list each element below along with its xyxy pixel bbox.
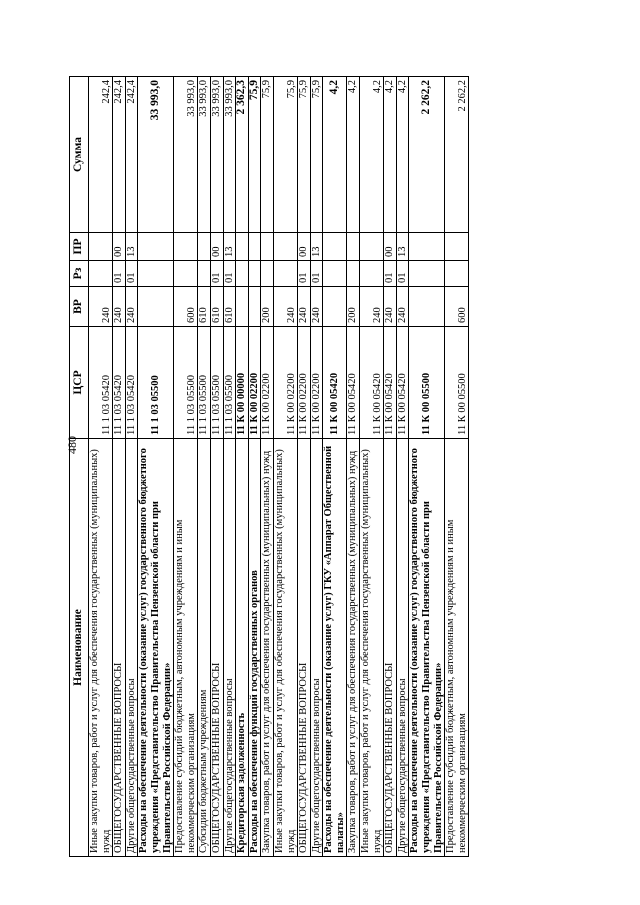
table-row (138, 77, 174, 857)
cell-rz (89, 261, 113, 287)
cell-sum: 75,9 (310, 77, 323, 233)
cell-rz: 01 (125, 261, 138, 287)
cell-pr (138, 233, 174, 261)
cell-csr: 11 1 03 05500 (210, 327, 223, 439)
cell-sum: 75,9 (298, 77, 311, 233)
cell-name: ОБЩЕГОСУДАРСТВЕННЫЕ ВОПРОСЫ (210, 439, 223, 857)
table-row (210, 77, 223, 857)
cell-pr (360, 233, 384, 261)
cell-rz: 01 (210, 261, 223, 287)
header-sum: Сумма (70, 77, 89, 233)
cell-name: Расходы на обеспечение функций государственных органов (248, 439, 261, 857)
cell-sum: 2 362,3 (236, 77, 249, 233)
cell-vr: 610 (223, 287, 236, 327)
table-row (323, 77, 347, 857)
cell-sum: 75,9 (248, 77, 261, 233)
cell-pr (347, 233, 360, 261)
cell-name: Другие общегосударственные вопросы (310, 439, 323, 857)
cell-vr: 600 (445, 287, 469, 327)
cell-pr (174, 233, 198, 261)
cell-name: Иные закупки товаров, работ и услуг для обеспечения государственных (муниципальных) нужд (89, 439, 113, 857)
table-row (236, 77, 249, 857)
cell-pr (89, 233, 113, 261)
header-csr: ЦСР (70, 327, 89, 439)
header-name: Наименование (70, 439, 89, 857)
cell-vr: 200 (261, 287, 274, 327)
cell-vr: 240 (310, 287, 323, 327)
cell-csr: 11 К 00 05500 (409, 327, 445, 439)
cell-sum: 33 993,0 (210, 77, 223, 233)
cell-vr: 240 (360, 287, 384, 327)
cell-pr (236, 233, 249, 261)
cell-name: Иные закупки товаров, работ и услуг для обеспечения государственных (муниципальных) нужд (360, 439, 384, 857)
cell-csr: 11 1 03 05420 (113, 327, 126, 439)
cell-sum: 75,9 (273, 77, 297, 233)
cell-csr: 11 К 00 05420 (360, 327, 384, 439)
cell-pr: 13 (125, 233, 138, 261)
cell-rz: 01 (384, 261, 397, 287)
cell-name: Субсидии бюджетным учреждениям (198, 439, 211, 857)
header-pr: ПР (70, 233, 89, 261)
table-row (174, 77, 198, 857)
table-row (198, 77, 211, 857)
cell-name: Закупка товаров, работ и услуг для обеспечения государственных (муниципальных) нужд (261, 439, 274, 857)
header-rz: Рз (70, 261, 89, 287)
cell-csr: 11 1 03 05500 (198, 327, 211, 439)
table-row (396, 77, 409, 857)
cell-rz (236, 261, 249, 287)
table-body (89, 77, 469, 857)
cell-name: Другие общегосударственные вопросы (223, 439, 236, 857)
cell-pr: 13 (396, 233, 409, 261)
cell-rz (323, 261, 347, 287)
cell-pr (248, 233, 261, 261)
table-row (360, 77, 384, 857)
cell-vr (409, 287, 445, 327)
table-row (248, 77, 261, 857)
cell-pr (198, 233, 211, 261)
cell-csr: 11 К 00 02200 (310, 327, 323, 439)
cell-pr: 00 (113, 233, 126, 261)
cell-name: Иные закупки товаров, работ и услуг для обеспечения государственных (муниципальных) нужд (273, 439, 297, 857)
cell-vr (236, 287, 249, 327)
table-row (125, 77, 138, 857)
cell-name: Кредиторская задолженность (236, 439, 249, 857)
cell-rz (138, 261, 174, 287)
cell-vr: 240 (384, 287, 397, 327)
table-row (261, 77, 274, 857)
cell-sum: 4,2 (384, 77, 397, 233)
cell-vr: 240 (273, 287, 297, 327)
budget-table (69, 76, 469, 857)
cell-csr: 11 1 03 05500 (223, 327, 236, 439)
cell-name: Закупка товаров, работ и услуг для обеспечения государственных (муниципальных) нужд (347, 439, 360, 857)
cell-rz (445, 261, 469, 287)
cell-csr: 11 1 03 05420 (89, 327, 113, 439)
cell-pr (273, 233, 297, 261)
table-row (384, 77, 397, 857)
cell-vr (323, 287, 347, 327)
cell-rz: 01 (310, 261, 323, 287)
cell-rz (198, 261, 211, 287)
cell-pr (445, 233, 469, 261)
cell-sum: 2 262,2 (445, 77, 469, 233)
cell-sum: 4,2 (396, 77, 409, 233)
cell-sum: 2 262,2 (409, 77, 445, 233)
header-vr: ВР (70, 287, 89, 327)
cell-name: Другие общегосударственные вопросы (125, 439, 138, 857)
cell-vr: 600 (174, 287, 198, 327)
cell-csr: 11 1 03 05420 (125, 327, 138, 439)
cell-sum: 33 993,0 (198, 77, 211, 233)
cell-sum: 33 993,0 (223, 77, 236, 233)
cell-name: Другие общегосударственные вопросы (396, 439, 409, 857)
cell-rz (261, 261, 274, 287)
cell-name: Расходы на обеспечение деятельности (оказание услуг) ГКУ «Аппарат Общественной палаты» (323, 439, 347, 857)
cell-rz (174, 261, 198, 287)
cell-name: Предоставление субсидий бюджетным, автономным учреждениям и иным некоммерческим организациям (445, 439, 469, 857)
cell-vr: 240 (125, 287, 138, 327)
cell-rz: 01 (113, 261, 126, 287)
table-row (445, 77, 469, 857)
cell-name: ОБЩЕГОСУДАРСТВЕННЫЕ ВОПРОСЫ (113, 439, 126, 857)
table-row (310, 77, 323, 857)
cell-name: ОБЩЕГОСУДАРСТВЕННЫЕ ВОПРОСЫ (384, 439, 397, 857)
cell-csr: 11 1 03 05500 (138, 327, 174, 439)
cell-rz (248, 261, 261, 287)
cell-sum: 33 993,0 (138, 77, 174, 233)
cell-csr: 11 К 00 05500 (445, 327, 469, 439)
cell-sum: 33 993,0 (174, 77, 198, 233)
cell-csr: 11 К 00 02200 (298, 327, 311, 439)
cell-rz: 01 (396, 261, 409, 287)
cell-sum: 242,4 (113, 77, 126, 233)
cell-sum: 4,2 (323, 77, 347, 233)
cell-vr: 610 (210, 287, 223, 327)
cell-csr: 11 К 00 02200 (261, 327, 274, 439)
table-row (273, 77, 297, 857)
cell-vr: 610 (198, 287, 211, 327)
cell-vr (138, 287, 174, 327)
cell-pr: 00 (384, 233, 397, 261)
cell-csr: 11 К 00 02200 (273, 327, 297, 439)
cell-pr (323, 233, 347, 261)
rotated-page-content (69, 77, 569, 857)
table-header-row (70, 77, 89, 857)
cell-rz (360, 261, 384, 287)
table-row (347, 77, 360, 857)
cell-pr: 13 (310, 233, 323, 261)
cell-sum: 242,4 (125, 77, 138, 233)
table-row (409, 77, 445, 857)
cell-name: Предоставление субсидий бюджетным, автономным учреждениям и иным некоммерческим организациям (174, 439, 198, 857)
cell-vr: 240 (298, 287, 311, 327)
cell-csr: 11 К 00 02200 (248, 327, 261, 439)
cell-csr: 11 К 00 00000 (236, 327, 249, 439)
cell-csr: 11 1 03 05500 (174, 327, 198, 439)
cell-vr: 200 (347, 287, 360, 327)
cell-pr (409, 233, 445, 261)
cell-vr: 240 (89, 287, 113, 327)
cell-rz: 01 (298, 261, 311, 287)
cell-vr: 240 (396, 287, 409, 327)
table-row (223, 77, 236, 857)
cell-rz (273, 261, 297, 287)
cell-rz (409, 261, 445, 287)
table-row (113, 77, 126, 857)
cell-csr: 11 К 00 05420 (347, 327, 360, 439)
cell-pr: 00 (210, 233, 223, 261)
page-number: 480 (65, 436, 79, 454)
cell-name: Расходы на обеспечение деятельности (оказание услуг) государственного бюджетного учреждения «Представительство Правительства Пензенской области при Правительстве Российской Федерации» (138, 439, 174, 857)
cell-rz: 01 (223, 261, 236, 287)
cell-csr: 11 К 00 05420 (323, 327, 347, 439)
cell-vr (248, 287, 261, 327)
cell-pr: 00 (298, 233, 311, 261)
table-row (298, 77, 311, 857)
cell-rz (347, 261, 360, 287)
cell-sum: 242,4 (89, 77, 113, 233)
cell-vr: 240 (113, 287, 126, 327)
cell-sum: 4,2 (347, 77, 360, 233)
cell-sum: 4,2 (360, 77, 384, 233)
cell-pr (261, 233, 274, 261)
cell-csr: 11 К 00 05420 (384, 327, 397, 439)
cell-sum: 75,9 (261, 77, 274, 233)
cell-pr: 13 (223, 233, 236, 261)
cell-name: ОБЩЕГОСУДАРСТВЕННЫЕ ВОПРОСЫ (298, 439, 311, 857)
table-row (89, 77, 113, 857)
cell-csr: 11 К 00 05420 (396, 327, 409, 439)
cell-name: Расходы на обеспечение деятельности (оказание услуг) государственного бюджетного учреждения «Представительство Правительства Пензенской области при Правительстве Российской Федерации» (409, 439, 445, 857)
